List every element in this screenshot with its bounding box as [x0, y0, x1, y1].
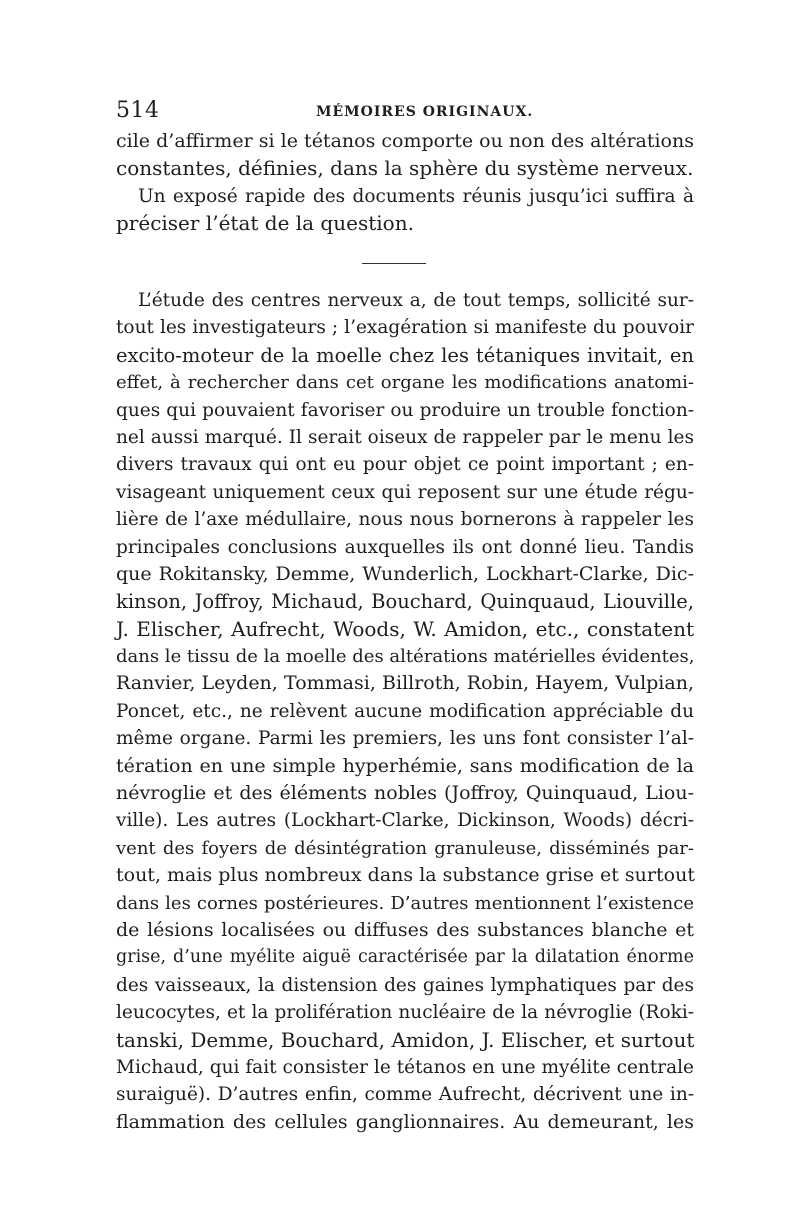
text-line: dans les cornes postérieures. D’autres mentionnent l’existence: [116, 892, 694, 914]
text-line: principales conclusions auxquelles ils ont donné lieu. Tandis: [116, 536, 694, 558]
text-line: tout les investigateurs ; l’exagération si manifeste du pouvoir: [116, 317, 694, 339]
page-number: 514: [116, 98, 160, 123]
text-line: ques qui pouvaient favoriser ou produire un trouble fonction-: [116, 399, 694, 421]
text-line: divers travaux qui ont eu pour objet ce point important ; en-: [116, 454, 694, 476]
text-line: dans le tissu de la moelle des altérations matérielles évidentes,: [116, 646, 695, 668]
text-line: ville). Les autres (Lockhart-Clarke, Dickinson, Woods) décri-: [116, 810, 694, 832]
text-line: excito-moteur de la moelle chez les tétaniques invitait, en: [116, 343, 694, 367]
text-line: nel aussi marqué. Il serait oiseux de rappeler par le menu les: [116, 426, 694, 448]
text-line: J. Elischer, Aufrecht, Woods, W. Amidon, etc., constatent: [116, 616, 694, 641]
text-line: préciser l’état de la question.: [116, 211, 414, 236]
body-paragraph: [116, 287, 694, 1136]
text-line: même organe. Parmi les premiers, les uns font consister l’al-: [116, 728, 694, 750]
text-line: névroglie et des éléments nobles (Joffroy, Quinquaud, Liou-: [116, 782, 694, 805]
text-line: vent des foyers de désintégration granuleuse, disséminés par-: [116, 837, 694, 859]
page-header: [116, 98, 692, 128]
text-line: cile d’affirmer si le tétanos comporte ou non des altérations: [116, 130, 694, 152]
text-line: visageant uniquement ceux qui reposent sur une étude régu-: [116, 481, 694, 503]
intro-paragraphs: [116, 128, 694, 238]
text-line: de lésions localisées ou diffuses des substances blanche et: [116, 918, 694, 941]
text-line: tération en une simple hyperhémie, sans modification de la: [116, 754, 694, 777]
text-line: Ranvier, Leyden, Tommasi, Billroth, Robin, Hayem, Vulpian,: [116, 672, 694, 695]
running-title: MÉMOIRES ORIGINAUX.: [316, 104, 534, 120]
text-line: lière de l’axe médullaire, nous nous bornerons à rappeler les: [116, 509, 694, 531]
text-line: flammation des cellules ganglionnaires. Au demeurant, les: [116, 1110, 694, 1133]
text-line: tanski, Demme, Bouchard, Amidon, J. Elischer, et surtout: [116, 1027, 695, 1052]
text-line: suraiguë). D’autres enfin, comme Aufrecht, décrivent une in-: [116, 1084, 694, 1106]
text-line: Un exposé rapide des documents réunis jusqu’ici suffira à: [138, 185, 694, 207]
section-divider: [362, 263, 426, 264]
text-line: Michaud, qui fait consister le tétanos en une myélite centrale: [116, 1056, 694, 1078]
text-line: Poncet, etc., ne relèvent aucune modification appréciable du: [116, 700, 694, 722]
text-line: effet, à rechercher dans cet organe les modifications anatomi-: [116, 372, 694, 394]
text-line: leucocytes, et la prolifération nucléaire de la névroglie (Roki-: [116, 1002, 694, 1024]
text-line: que Rokitansky, Demme, Wunderlich, Lockhart-Clarke, Dic-: [116, 562, 694, 585]
text-line: des vaisseaux, la distension des gaines lymphatiques par des: [116, 974, 694, 996]
text-line: grise, d’une myélite aiguë caractérisée par la dilatation énorme: [116, 947, 694, 968]
text-line: tout, mais plus nombreux dans la substance grise et surtout: [116, 864, 695, 887]
text-line: kinson, Joffroy, Michaud, Bouchard, Quinquaud, Liouville,: [116, 590, 694, 614]
text-line: constantes, définies, dans la sphère du système nerveux.: [116, 156, 694, 181]
text-line: L’étude des centres nerveux a, de tout temps, sollicité sur-: [138, 290, 694, 311]
